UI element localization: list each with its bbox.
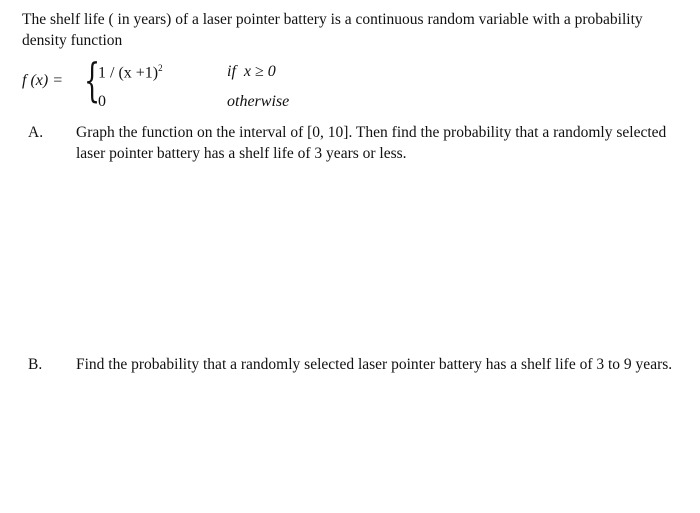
piecewise-case-2-expression: 0 xyxy=(98,93,106,110)
case-1-base: 1 / (x +1) xyxy=(98,64,159,82)
problem-intro: The shelf life ( in years) of a laser pointer battery is a continuous random variable with a probability density function xyxy=(22,11,643,49)
piecewise-case-2-condition: otherwise xyxy=(227,93,290,110)
case-1-exponent: 2 xyxy=(158,63,163,73)
function-lhs: f (x) = xyxy=(22,72,63,89)
piecewise-case-1-expression xyxy=(98,63,163,82)
question-b-label: B. xyxy=(28,356,43,373)
piecewise-case-1-condition: if x ≥ 0 xyxy=(227,63,276,80)
question-a-label: A. xyxy=(28,124,44,141)
piecewise-brace: { xyxy=(84,53,101,107)
question-b-text: Find the probability that a randomly selected laser pointer battery has a shelf life of 3 to 9 years. xyxy=(76,356,673,373)
question-a-text: Graph the function on the interval of [0, 10]. Then find the probability that a randomly selected laser pointer battery has a shelf life of 3 years or less. xyxy=(76,124,667,162)
